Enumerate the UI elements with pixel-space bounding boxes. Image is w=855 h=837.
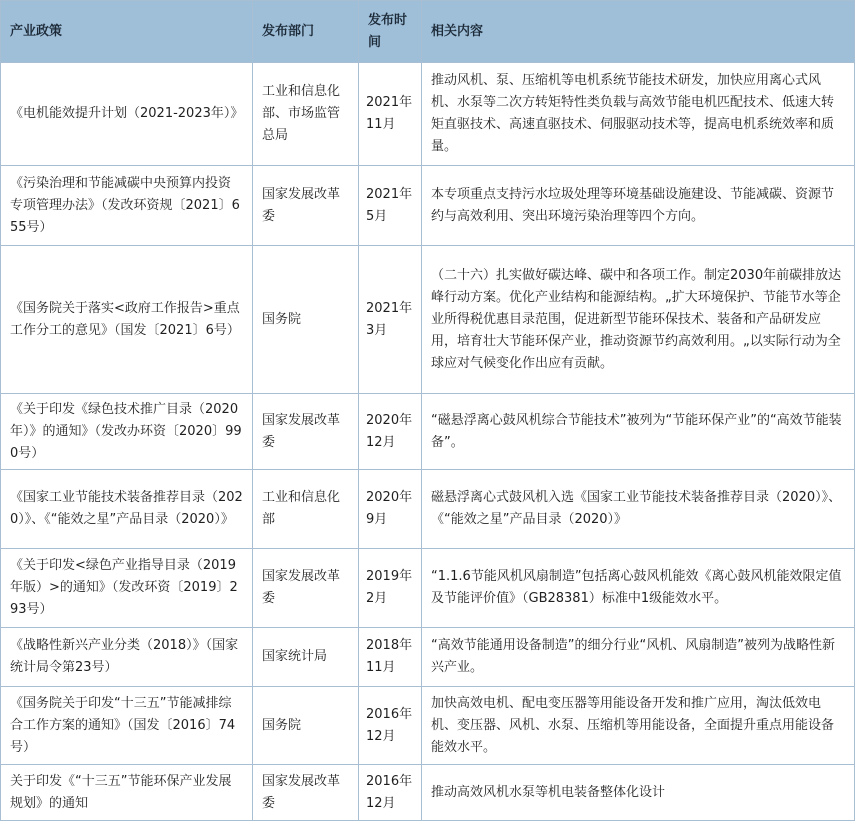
policy-cell: 《战略性新兴产业分类（2018）》（国家统计局令第23号） xyxy=(1,628,253,687)
header-policy: 产业政策 xyxy=(1,1,253,63)
date-cell: 2020年9月 xyxy=(359,470,422,549)
date-cell: 2021年3月 xyxy=(359,246,422,394)
header-date: 发布时间 xyxy=(359,1,422,63)
policy-cell: 关于印发《“十三五”节能环保产业发展规划》的通知 xyxy=(1,765,253,821)
table-row xyxy=(1,687,855,765)
content-cell: 磁悬浮离心式鼓风机入选《国家工业节能技术装备推荐目录（2020）》、《“能效之星”产品目录（2020）》 xyxy=(422,470,855,549)
table-row xyxy=(1,765,855,821)
department-cell: 国家发展改革委 xyxy=(253,166,359,246)
header-row xyxy=(1,1,855,63)
policy-cell: 《国家工业节能技术装备推荐目录（2020）》、《“能效之星”产品目录（2020）》 xyxy=(1,470,253,549)
department-cell: 国务院 xyxy=(253,246,359,394)
policy-cell: 《国务院关于落实<政府工作报告>重点工作分工的意见》（国发〔2021〕6号） xyxy=(1,246,253,394)
department-cell: 工业和信息化部 xyxy=(253,470,359,549)
content-cell: 推动风机、泵、压缩机等电机系统节能技术研发，加快应用离心式风机、水泵等二次方转矩特性类负载与高效节能电机匹配技术、低速大转矩直驱技术、高速直驱技术、伺服驱动技术等，提高电机系统效率和质量。 xyxy=(422,63,855,166)
table-row xyxy=(1,166,855,246)
content-cell: 加快高效电机、配电变压器等用能设备开发和推广应用，淘汰低效电机、变压器、风机、水泵、压缩机等用能设备，全面提升重点用能设备能效水平。 xyxy=(422,687,855,765)
table-row xyxy=(1,394,855,470)
header-department: 发布部门 xyxy=(253,1,359,63)
table-row xyxy=(1,549,855,628)
header-content: 相关内容 xyxy=(422,1,855,63)
content-cell: 本专项重点支持污水垃圾处理等环境基础设施建设、节能减碳、资源节约与高效利用、突出环境污染治理等四个方向。 xyxy=(422,166,855,246)
department-cell: 国家发展改革委 xyxy=(253,549,359,628)
department-cell: 国务院 xyxy=(253,687,359,765)
table-row xyxy=(1,628,855,687)
department-cell: 国家发展改革委 xyxy=(253,394,359,470)
policy-cell: 《国务院关于印发“十三五”节能减排综合工作方案的通知》（国发〔2016〕74号） xyxy=(1,687,253,765)
table-row xyxy=(1,246,855,394)
department-cell: 国家发展改革委 xyxy=(253,765,359,821)
policy-cell: 《关于印发<绿色产业指导目录（2019年版）>的通知》（发改环资〔2019〕293号） xyxy=(1,549,253,628)
policy-cell: 《关于印发《绿色技术推广目录（2020年）》的通知》（发改办环资〔2020〕990号） xyxy=(1,394,253,470)
table-row xyxy=(1,63,855,166)
department-cell: 国家统计局 xyxy=(253,628,359,687)
table-row xyxy=(1,470,855,549)
policy-cell: 《电机能效提升计划（2021-2023年）》 xyxy=(1,63,253,166)
policy-cell: 《污染治理和节能减碳中央预算内投资专项管理办法》（发改环资规〔2021〕655号） xyxy=(1,166,253,246)
date-cell: 2020年12月 xyxy=(359,394,422,470)
department-cell: 工业和信息化部、市场监管总局 xyxy=(253,63,359,166)
date-cell: 2018年11月 xyxy=(359,628,422,687)
content-cell: “高效节能通用设备制造”的细分行业“风机、风扇制造”被列为战略性新兴产业。 xyxy=(422,628,855,687)
date-cell: 2021年5月 xyxy=(359,166,422,246)
content-cell: 推动高效风机水泵等机电装备整体化设计 xyxy=(422,765,855,821)
date-cell: 2021年11月 xyxy=(359,63,422,166)
content-cell: （二十六）扎实做好碳达峰、碳中和各项工作。制定2030年前碳排放达峰行动方案。优化产业结构和能源结构。„扩大环境保护、节能节水等企业所得税优惠目录范围，促进新型节能环保技术、装备和产品研发应用，培育壮大节能环保产业，推动资源节约高效利用。„以实际行动为全球应对气候变化作出应有贡献。 xyxy=(422,246,855,394)
date-cell: 2016年12月 xyxy=(359,765,422,821)
date-cell: 2016年12月 xyxy=(359,687,422,765)
content-cell: “1.1.6节能风机风扇制造”包括离心鼓风机能效《离心鼓风机能效限定值及节能评价值》（GB28381）标准中1级能效水平。 xyxy=(422,549,855,628)
date-cell: 2019年2月 xyxy=(359,549,422,628)
content-cell: “磁悬浮离心鼓风机综合节能技术”被列为“节能环保产业”的“高效节能装备”。 xyxy=(422,394,855,470)
